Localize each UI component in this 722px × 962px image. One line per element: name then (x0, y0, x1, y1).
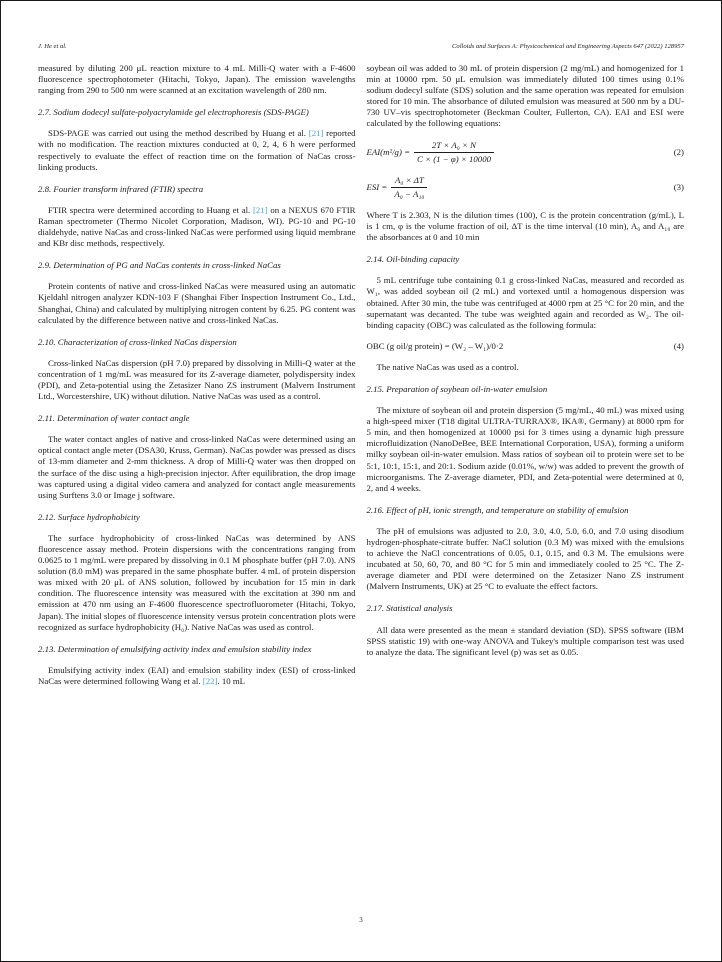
section-heading-2-16: 2.16. Effect of pH, ionic strength, and temperature on stability of emulsion (366, 504, 629, 515)
paragraph: Where T is 2.303, N is the dilution times (100), C is the protein concentration (g/mL), L is 1 cm, φ is the volume fraction of oil, ΔT is the time interval (10 min), A₀ and A₁₀ are the absorbances at 0 and 10 min (366, 209, 684, 243)
paragraph: The native NaCas was used as a control. (376, 361, 519, 372)
equation-lhs: OBC (g oil/g protein) = (W₂ – W₁)/0·2 (366, 340, 504, 351)
paragraph: Emulsifying activity index (EAI) and emulsion stability index (ESI) of cross-linked NaCas were determined following Wang et al. [22]. 10 mL (38, 664, 356, 686)
two-column-body (1, 50, 721, 687)
section-heading-2-9: 2.9. Determination of PG and NaCas contents in cross-linked NaCas (38, 260, 281, 271)
running-head-authors: J. He et al. (38, 43, 67, 50)
paragraph: FTIR spectra were determined according to Huang et al. [21] on a NEXUS 670 FTIR Raman spectrometer (Thermo Nicolet Corporation, Madison, WI). PG-10 and PG-10 dialdehyde, native NaCas and cross-linked NaCas were performed using liquid membrane and KBr disc methods, respectively. (38, 204, 356, 249)
equation-lhs: EAI(m²/g) = (366, 146, 411, 157)
paragraph: The pH of emulsions was adjusted to 2.0, 3.0, 4.0, 5.0, 6.0, and 7.0 using disodium hydrogen-phosphate-citrate buffer. NaCl solution (0.3 M) was mixed with the emulsions to achieve the NaCl concentrations of 0.05, 0.1, 0.15, and 0.3 M. The emulsions were incubated at 50, 60, 70, and 80 °C for 5 min and immediately cooled to 25 °C. The Z-average diameter and PDI were determined on the Zetasizer Nano ZS instrument (Malvern Instruments, UK) at 25 °C to evaluate the effect factors. (366, 525, 684, 592)
citation-link[interactable]: [22] (202, 675, 218, 686)
left-column (38, 63, 356, 687)
equation-4 (367, 341, 685, 352)
section-heading-2-17: 2.17. Statistical analysis (366, 603, 453, 614)
equation-2 (367, 140, 685, 165)
citation-link[interactable]: [21] (252, 204, 268, 215)
equation-3 (367, 175, 685, 200)
paragraph: SDS-PAGE was carried out using the method described by Huang et al. [21] reported with no modification. The reaction mixtures conducted at 0, 2, 4, 6 h were performed respectively to evaluate the effect of reaction time on the formation of NaCas cross-linking products. (38, 128, 356, 172)
paragraph: The water contact angles of native and cross-linked NaCas were determined using an optical contact angle meter (DSA30, Kruss, German). NaCas powder was pressed as discs of 13-mm diameter and 2-mm thickness. A drop of Milli-Q water was then dropped on the surface of the disc using a high-precision injector. After equilibration, the drop image was captured using a digital video camera and analyzed for contact angle measurements using Surftens 3.0 or Image j software. (38, 434, 356, 500)
equation-numerator: 2T × A₀ × N (414, 140, 494, 153)
running-head-journal: Colloids and Surfaces A: Physicochemical and Engineering Aspects 647 (2022) 128957 (452, 43, 684, 50)
equation-number: (4) (673, 340, 684, 351)
section-heading-2-11: 2.11. Determination of water contact angle (38, 413, 190, 424)
paragraph: soybean oil was added to 30 mL of protein dispersion (2 mg/mL) and homogenized for 1 min at 10000 rpm. 50 μL emulsion was immediately diluted 100 times using 0.1% sodium dodecyl sulfate (SDS) solution and the same operation was repeated for emulsion stored for 10 min. The absorbance of diluted emulsion was measured at 500 nm by a DU-730 UV–vis spectrophotometer (Beckman Coulter, Fullerton, CA). EAI and ESI were calculated by the following equations: (366, 63, 684, 129)
citation-link[interactable]: [21] (308, 128, 324, 139)
section-heading-2-7: 2.7. Sodium dodecyl sulfate-polyacrylamide gel electrophoresis (SDS-PAGE) (38, 107, 309, 118)
paragraph: 5 mL centrifuge tube containing 0.1 g cross-linked NaCas, measured and recorded as W₁, was added soybean oil (2 mL) and vortexed until a homogenous dispersion was obtained. After 30 min, the tube was centrifuged at 4000 rpm at 25 °C for 20 min, and the supernatant was decanted. The tube was weighted again and recorded as W₂. The oil-binding capacity (OBC) was calculated as the following formula: (366, 275, 684, 330)
running-head (1, 1, 721, 50)
section-heading-2-10: 2.10. Characterization of cross-linked NaCas dispersion (38, 336, 237, 347)
paragraph: Protein contents of native and cross-linked NaCas were measured using an automatic Kjeldahl nitrogen analyzer KDN-103 F (Shanghai Fiber Inspection Instrument Co., Ltd., Shanghai, China) and calculated by multiplying nitrogen content by 6.25. PG content was calculated by the difference between native and cross-linked NaCas. (38, 281, 356, 325)
section-heading-2-12: 2.12. Surface hydrophobicity (38, 511, 140, 522)
equation-numerator: A₀ × ΔT (391, 175, 427, 188)
section-heading-2-8: 2.8. Fourier transform infrared (FTIR) spectra (38, 183, 204, 194)
equation-denominator: C × (1 − φ) × 10000 (417, 153, 492, 164)
paragraph: All data were presented as the mean ± standard deviation (SD). SPSS software (IBM SPSS statistic 19) with one-way ANOVA and Tukey's multiple comparison test was used to analyze the data. The significant level (p) was set as 0.05. (366, 624, 684, 657)
equation-number: (2) (673, 146, 684, 157)
equation-denominator: A₀ − A₁₀ (394, 188, 425, 199)
equation-lhs: ESI = (366, 181, 388, 192)
paragraph: The mixture of soybean oil and protein dispersion (5 mg/mL, 40 mL) was mixed using a high-speed mixer (T18 digital ULTRA-TURRAX®, IKA®, Germany) at 8000 rpm for 5 min, and then homogenized at 10000 psi for 3 times using a dynamic high pressure microfluidization (NanoDeBee, BEE International Corporation, USA), forming a uniform milky soybean oil-in-water emulsion. Mass ratios of soybean oil to protein were set to be 5:1, 10:1, 15:1, and 20:1. Sodium azide (0.01%, w/w) was added to prevent the growth of microorganisms. The Z-average diameter, PDI, and Zeta-potential were determined at 0, 2, and 4 weeks. (366, 405, 684, 493)
equation-fraction (414, 140, 494, 165)
section-heading-2-14: 2.14. Oil-binding capacity (366, 254, 460, 265)
equation-number: (3) (673, 181, 684, 192)
section-heading-2-13: 2.13. Determination of emulsifying activity index and emulsion stability index (38, 643, 312, 654)
section-heading-2-15: 2.15. Preparation of soybean oil-in-water emulsion (366, 383, 548, 394)
equation-fraction (391, 175, 427, 200)
paragraph: measured by diluting 200 μL reaction mixture to 4 mL Milli-Q water with a F-4600 fluorescence spectrophotometer (Hitachi, Tokyo, Japan). The emission wavelengths ranging from 290 to 500 nm were scanned at an excitation wavelength of 280 nm. (38, 63, 356, 96)
right-column (367, 63, 685, 687)
page-number: 3 (359, 916, 363, 924)
paragraph: Cross-linked NaCas dispersion (pH 7.0) prepared by dissolving in Milli-Q water at the concentration of 1 mg/mL was measured for its Z-average diameter, polydispersity index (PDI), and Zeta-potential using the Zetasizer Nano ZS instrument (Malvern Instrument Ltd., Worcestershire, UK) without dilution. Native NaCas was used as a control. (38, 357, 356, 402)
paragraph: The surface hydrophobicity of cross-linked NaCas was determined by ANS fluorescence assay method. Protein dispersions with the concentrations ranging from 0.0625 to 1 mg/mL were prepared by dissolving in 0.1 M phosphate buffer (pH 7.0). ANS solution (8.0 mM) was prepared in the same phosphate buffer. 4 mL of protein dispersion was mixed with 20 μL of ANS solution, followed by incubation for 15 min in dark condition. The fluorescence intensity was measured with the excitation at 390 nm and emission at 470 nm using an F-4600 fluorescence spectrofluorometer (Hitachi, Tokyo, Japan). The initial slopes of fluorescence intensity versus protein concentration plots were recognized as surface hydrophobicity (H₀). Native NaCas was used as control. (38, 532, 356, 632)
